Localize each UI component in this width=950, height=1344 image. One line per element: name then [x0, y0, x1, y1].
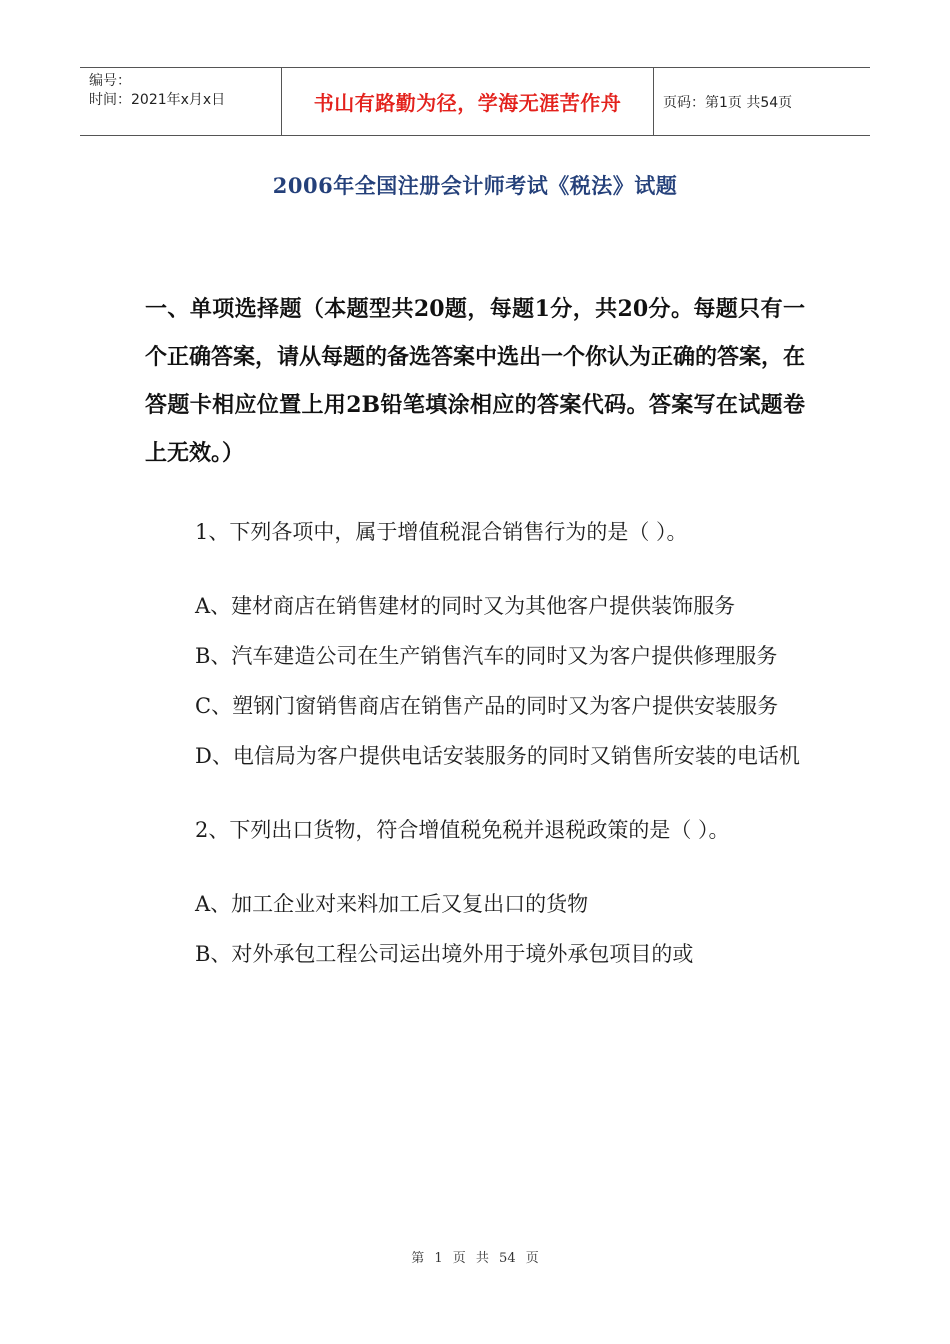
option-d: D、电信局为客户提供电话安装服务的同时又销售所安装的电话机: [195, 744, 800, 768]
option-b: B、汽车建造公司在生产销售汽车的同时又为客户提供修理服务: [195, 644, 778, 668]
option-a: A、加工企业对来料加工后又复出口的货物: [195, 892, 589, 916]
section-heading: 一、单项选择题（本题型共20题，每题1分，共20分。每题只有一个正确答案，请从每题的备选答案中选出一个你认为正确的答案，在答题卡相应位置上用2B铅笔填涂相应的答案代码。答案写在试题卷上无效。）: [145, 296, 806, 466]
option-c: C、塑钢门窗销售商店在销售产品的同时又为客户提供安装服务: [195, 694, 779, 718]
question-stem: 2、下列出口货物，符合增值税免税并退税政策的是（ ）。: [195, 818, 730, 842]
question-2: [145, 805, 805, 979]
number-label: 编号：: [89, 73, 131, 89]
document-header: [80, 67, 870, 136]
page-footer: 第 1 页 共 54 页: [411, 1251, 539, 1266]
document-title: 2006年全国注册会计师考试《税法》试题: [272, 173, 678, 198]
header-page-info: 页码：第1页 共54页: [663, 94, 793, 111]
header-meta-cell: [80, 68, 282, 135]
question-stem: 1、下列各项中，属于增值税混合销售行为的是（ ）。: [195, 520, 688, 544]
option-b: B、对外承包工程公司运出境外用于境外承包项目的或: [195, 942, 694, 966]
header-motto: 书山有路勤为径，学海无涯苦作舟: [282, 68, 654, 135]
question-1: [145, 507, 805, 781]
option-a: A、建材商店在销售建材的同时又为其他客户提供装饰服务: [195, 594, 736, 618]
document-body: [145, 285, 805, 979]
time-label: 时间：2021年x月x日: [89, 92, 226, 108]
